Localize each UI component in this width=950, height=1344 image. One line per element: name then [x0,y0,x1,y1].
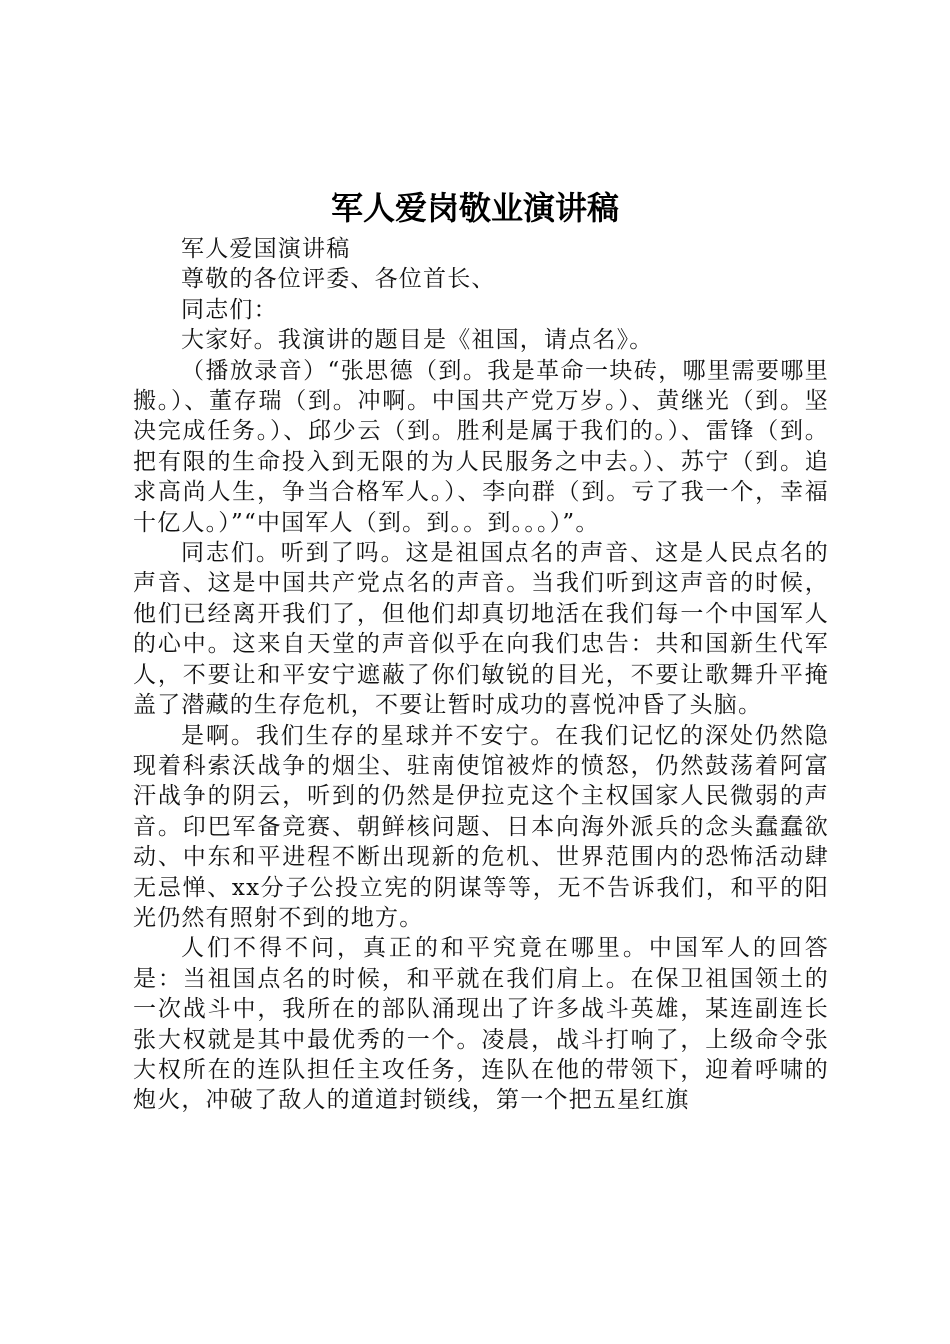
paragraph: 尊敬的各位评委、各位首长、 [181,266,496,293]
paragraph: 人们不得不问，真正的和平究竟在哪里。中国军人的回答是：当祖国点名的时候，和平就在我们肩上。在保卫祖国领土的一次战斗中，我所在的部队涌现出了许多战斗英雄，某连副连长张大权就是其中最优秀的一个。凌晨，战斗打响了，上级命令张大权所在的连队担任主攻任务，连队在他的带领下，迎着呼啸的炮火，冲破了敌人的道道封锁线，第一个把五星红旗 [133,935,829,1114]
document-body [133,234,829,1116]
paragraph: 是啊。我们生存的星球并不安宁。在我们记忆的深处仍然隐现着科索沃战争的烟尘、驻南使馆被炸的愤怒，仍然鼓荡着阿富汗战争的阴云，听到的仍然是伊拉克这个主权国家人民微弱的声音。印巴军备竞赛、朝鲜核问题、日本向海外派兵的念头蠢蠢欲动、中东和平进程不断出现新的危机、世界范围内的恐怖活动肆无忌惮、xx分子公投立宪的阴谋等等，无不告诉我们，和平的阳光仍然有照射不到的地方。 [133,722,829,931]
paragraph: （播放录音）“张思德（到。我是革命一块砖，哪里需要哪里搬。）、董存瑞（到。冲啊。中国共产党万岁。）、黄继光（到。坚决完成任务。）、邱少云（到。胜利是属于我们的。）、雷锋（到。把有限的生命投入到无限的为人民服务之中去。）、苏宁（到。追求高尚人生，争当合格军人。）、李向群（到。亏了我一个，幸福十亿人。）”“中国军人（到。到。。到。。。）”。 [133,357,829,536]
paragraph: 同志们。听到了吗。这是祖国点名的声音、这是人民点名的声音、这是中国共产党点名的声音。当我们听到这声音的时候，他们已经离开我们了，但他们却真切地活在我们每一个中国军人的心中。这来自天堂的声音似乎在向我们忠告：共和国新生代军人，不要让和平安宁遮蔽了你们敏锐的目光，不要让歌舞升平掩盖了潜藏的生存危机，不要让暂时成功的喜悦冲昏了头脑。 [133,540,829,719]
document-title: 军人爱岗敬业演讲稿 [330,189,619,227]
paragraph: 大家好。我演讲的题目是《祖国，请点名》。 [181,327,654,354]
paragraph: 同志们： [181,296,278,323]
paragraph: 军人爱国演讲稿 [181,236,351,262]
